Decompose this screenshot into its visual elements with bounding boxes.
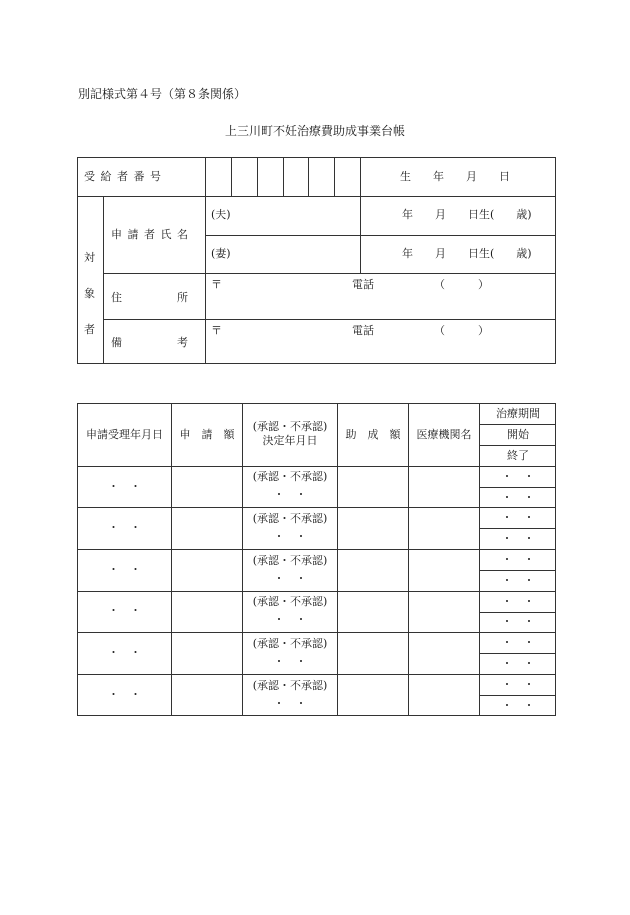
recipient-number-box-5[interactable] [309,158,334,196]
row-3-subsidy-amount[interactable] [338,550,408,591]
remarks-postal-mark: 〒 [211,324,222,337]
row-6-start-date: ・ ・ [501,678,535,691]
page-title: 上三川町不妊治療費助成事業台帳 [224,124,405,138]
row-5-application-amount[interactable] [172,633,242,674]
row-4-received-date: ・ ・ [108,604,141,617]
form-number: 別記様式第４号（第８条関係） [78,87,247,101]
row-5-institution[interactable] [409,633,479,674]
col-end-header: 終了 [507,449,529,462]
row-1-decision-status: (承認・不承認) [252,470,328,483]
row-2-subsidy-amount[interactable] [338,508,408,549]
row-5-subsidy-amount[interactable] [338,633,408,674]
row-2-institution[interactable] [409,508,479,549]
row-1-institution[interactable] [409,467,479,507]
col-institution-header: 医療機関名 [416,428,472,441]
row-5-start-date: ・ ・ [501,636,535,649]
row-3-institution[interactable] [409,550,479,591]
col-application-amount-header: 申 請 額 [179,428,235,441]
row-1-subsidy-amount[interactable] [338,467,408,507]
row-1-application-amount[interactable] [172,467,242,507]
row-4-subsidy-amount[interactable] [338,592,408,632]
husband-name-field[interactable] [230,197,360,235]
applicant-name-label: 申 請 者 氏 名 [111,228,189,241]
row-5-end-date: ・ ・ [501,657,535,670]
address-phone-label: 電話 [352,278,374,291]
col-decision-header-line2: 決定年月日 [262,434,318,447]
wife-birth-age: 年 月 日生( 歳) [402,247,532,260]
row-3-decision-date: ・ ・ [273,572,307,585]
wife-name-field[interactable] [230,236,360,273]
remarks-field[interactable] [206,320,556,364]
remarks-label: 備 考 [111,336,188,349]
address-postal-mark: 〒 [211,278,222,291]
row-4-start-date: ・ ・ [501,595,535,608]
address-field[interactable] [206,274,556,319]
recipient-number-label: 受 給 者 番 号 [84,170,162,183]
row-3-application-amount[interactable] [172,550,242,591]
row-5-received-date: ・ ・ [108,646,141,659]
col-start-header: 開始 [507,428,529,441]
recipient-number-box-2[interactable] [232,158,257,196]
row-3-end-date: ・ ・ [501,574,535,587]
row-6-application-amount[interactable] [172,675,242,716]
row-4-institution[interactable] [409,592,479,632]
row-4-decision-date: ・ ・ [273,613,307,626]
row-2-decision-status: (承認・不承認) [252,512,328,525]
row-1-received-date: ・ ・ [108,480,141,493]
husband-birth-age: 年 月 日生( 歳) [402,208,532,221]
husband-label: (夫) [211,208,231,221]
remarks-phone-label: 電話 [352,324,374,337]
row-2-start-date: ・ ・ [501,511,535,524]
recipient-number-box-4[interactable] [284,158,308,196]
birth-date-label: 生 年 月 日 [400,170,510,183]
col-received-date-header: 申請受理年月日 [86,428,163,441]
row-2-application-amount[interactable] [172,508,242,549]
row-6-decision-date: ・ ・ [273,697,307,710]
address-phone-parens: （ ） [434,278,489,291]
row-6-received-date: ・ ・ [108,688,141,701]
row-1-end-date: ・ ・ [501,491,535,504]
row-6-subsidy-amount[interactable] [338,675,408,716]
row-5-decision-date: ・ ・ [273,655,307,668]
recipient-number-box-1[interactable] [206,158,231,196]
row-3-decision-status: (承認・不承認) [252,554,328,567]
row-2-decision-date: ・ ・ [273,530,307,543]
row-2-end-date: ・ ・ [501,532,535,545]
recipient-number-box-6[interactable] [335,158,360,196]
row-1-start-date: ・ ・ [501,470,535,483]
row-4-decision-status: (承認・不承認) [252,595,328,608]
remarks-phone-parens: （ ） [434,324,489,337]
row-5-decision-status: (承認・不承認) [252,637,328,650]
row-3-start-date: ・ ・ [501,553,535,566]
row-1-decision-date: ・ ・ [273,488,307,501]
col-decision-header-line1: (承認・不承認) [252,420,328,433]
address-label: 住 所 [111,291,188,304]
recipient-number-box-3[interactable] [258,158,283,196]
row-6-decision-status: (承認・不承認) [252,679,328,692]
col-subsidy-amount-header: 助 成 額 [345,428,401,441]
col-treatment-period-header: 治療期間 [496,407,540,420]
target-person-label: 対象者 [84,251,95,336]
row-6-end-date: ・ ・ [501,699,535,712]
row-4-application-amount[interactable] [172,592,242,632]
wife-label: (妻) [211,247,231,260]
row-6-institution[interactable] [409,675,479,716]
row-4-end-date: ・ ・ [501,615,535,628]
row-3-received-date: ・ ・ [108,563,141,576]
row-2-received-date: ・ ・ [108,521,141,534]
